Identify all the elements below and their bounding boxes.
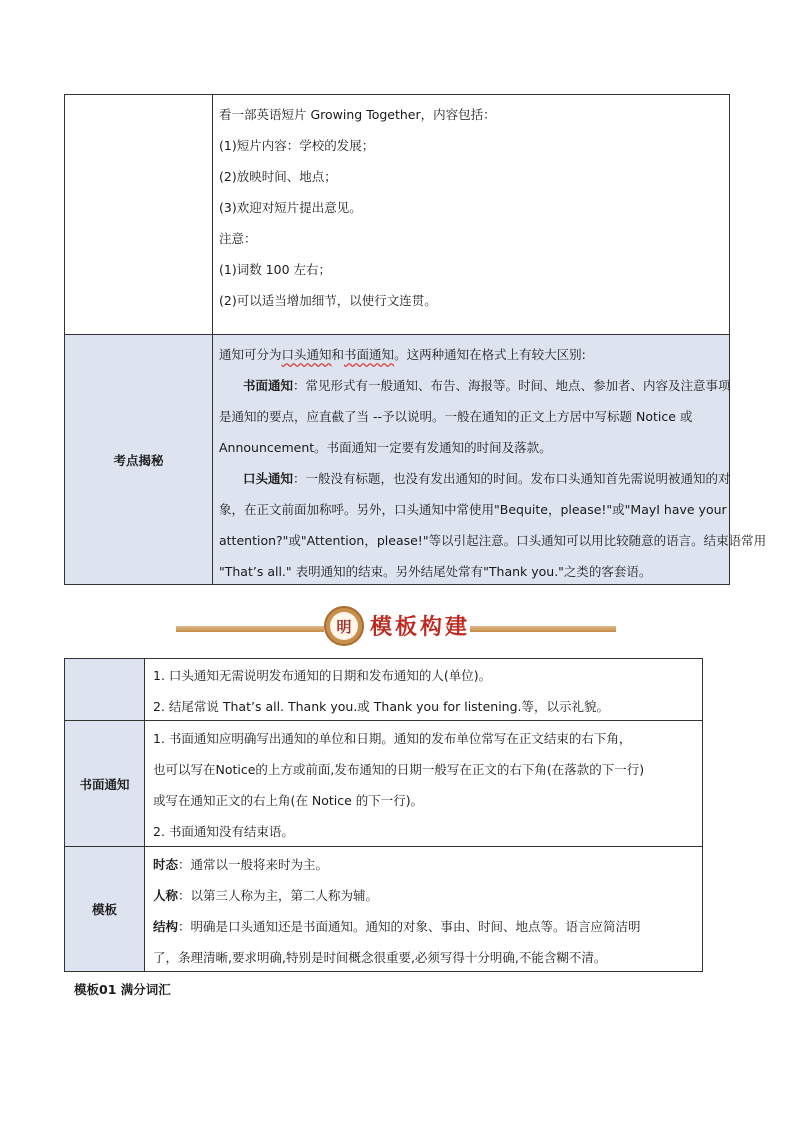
intro-text: 通知可分为 bbox=[219, 347, 282, 362]
oral-line bbox=[243, 469, 731, 487]
oral-rule: 2. 结尾常说 That’s all. Thank you.或 Thank you for listening.等，以示礼貌。 bbox=[153, 699, 610, 714]
oral-text: ：一般没有标题，也没有发出通知的时间。发布口头通知首先需说明被通知的对 bbox=[293, 471, 731, 486]
tense-text: ：通常以一般将来时为主。 bbox=[178, 857, 329, 872]
subsection-heading: 模板01 满分词汇 bbox=[74, 982, 171, 997]
intro-text: 和 bbox=[331, 347, 345, 362]
oral-term: 口头通知 bbox=[281, 347, 332, 362]
intro-text: 。这两种通知在格式上有较大区别: bbox=[394, 347, 586, 362]
person-label: 人称 bbox=[153, 888, 179, 903]
section-title: 模板构建 bbox=[370, 614, 471, 640]
written-line: Announcement。书面通知一定要有发通知的时间及落款。 bbox=[219, 440, 552, 455]
oral-rule: 1. 口头通知无需说明发布通知的日期和发布通知的人(单位)。 bbox=[153, 668, 492, 683]
template-table bbox=[64, 658, 703, 972]
written-line: 是通知的要点，应直截了当 --予以说明。一般在通知的正文上方居中写标题 Notice 或 bbox=[219, 409, 693, 424]
written-notice-cell bbox=[145, 721, 703, 847]
key-points-label: 考点揭秘 bbox=[65, 335, 213, 585]
written-rule: 2. 书面通知没有结束语。 bbox=[153, 824, 294, 839]
tense-line bbox=[153, 855, 328, 873]
task-line: (2)可以适当增加细节，以使行文连贯。 bbox=[219, 293, 437, 308]
written-rule: 也可以写在Notice的上方或前面,发布通知的日期一般写在正文的右下角(在落款的下一行) bbox=[153, 762, 645, 777]
empty-label-cell bbox=[65, 95, 213, 335]
banner-left-bar bbox=[176, 626, 324, 632]
written-rule: 1. 书面通知应明确写出通知的单位和日期。通知的发布单位常写在正文结束的右下角， bbox=[153, 731, 632, 746]
written-line bbox=[243, 376, 731, 394]
task-and-tips-table bbox=[64, 94, 767, 585]
template-cell bbox=[145, 847, 703, 972]
structure-text: ：明确是口头通知还是书面通知。通知的对象、事由、时间、地点等。语言应简洁明 bbox=[178, 919, 641, 934]
structure-line bbox=[153, 917, 641, 935]
oral-label: 口头通知 bbox=[243, 471, 294, 486]
person-line bbox=[153, 886, 378, 904]
key-points-cell bbox=[213, 335, 767, 585]
banner-right-bar bbox=[470, 626, 616, 632]
written-notice-label: 书面通知 bbox=[65, 721, 145, 847]
structure-label: 结构 bbox=[153, 919, 179, 934]
oral-notice-cell bbox=[145, 659, 703, 721]
person-text: ：以第三人称为主，第二人称为辅。 bbox=[178, 888, 379, 903]
intro-line bbox=[219, 345, 586, 363]
task-description-cell bbox=[213, 95, 730, 335]
structure-line: 了，条理清晰,要求明确,特别是时间概念很重要,必须写得十分明确,不能含糊不清。 bbox=[153, 950, 607, 965]
oral-line: attention?"或"Attention，please!"等以引起注意。口头通知可以用比较随意的语言。结束语常用 bbox=[219, 533, 767, 548]
written-text: ：常见形式有一般通知、布告、海报等。时间、地点、参加者、内容及注意事项 bbox=[293, 378, 731, 393]
written-label: 书面通知 bbox=[243, 378, 294, 393]
task-line: (1)词数 100 左右； bbox=[219, 262, 332, 277]
tense-label: 时态 bbox=[153, 857, 179, 872]
badge-character: 明 bbox=[330, 612, 358, 640]
written-term: 书面通知 bbox=[344, 347, 395, 362]
task-line: 注意： bbox=[219, 231, 257, 246]
oral-line: 象，在正文前面加称呼。另外，口头通知中常使用"Bequite，please!"或"MayI have your bbox=[219, 502, 727, 517]
ming-badge-icon bbox=[324, 606, 364, 646]
task-line: (3)欢迎对短片提出意见。 bbox=[219, 200, 362, 215]
section-banner bbox=[176, 602, 616, 654]
task-line: (1)短片内容：学校的发展； bbox=[219, 138, 375, 153]
task-line: (2)放映时间、地点； bbox=[219, 169, 337, 184]
written-rule: 或写在通知正文的右上角(在 Notice 的下一行)。 bbox=[153, 793, 424, 808]
template-label: 模板 bbox=[65, 847, 145, 972]
oral-notice-label bbox=[65, 659, 145, 721]
task-line: 看一部英语短片 Growing Together，内容包括： bbox=[219, 107, 496, 122]
oral-line: "That’s all." 表明通知的结束。另外结尾处常有"Thank you."之类的客套语。 bbox=[219, 564, 652, 579]
